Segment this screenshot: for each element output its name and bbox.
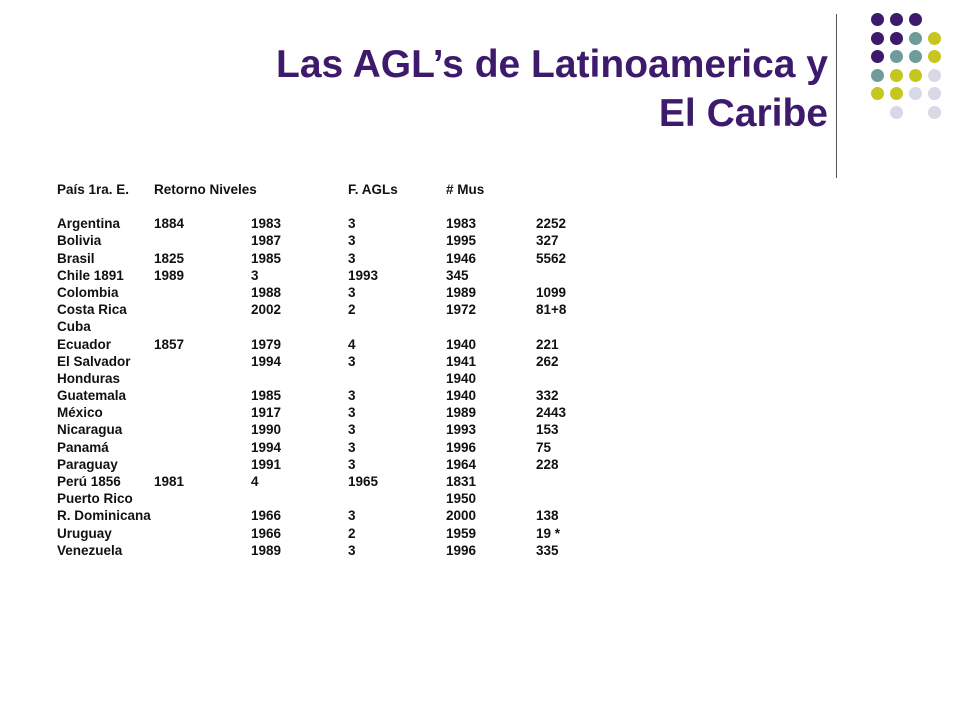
decorative-dot — [928, 106, 941, 119]
decorative-dot — [909, 87, 922, 100]
table-cell: 3 — [348, 542, 356, 558]
decorative-dot — [928, 13, 941, 26]
table-cell: 1884 — [154, 216, 185, 232]
table-cell: 4 — [348, 336, 356, 352]
table-cell: 1996 — [446, 439, 477, 455]
table-cell: 1985 — [251, 250, 282, 266]
table-cell: 81+8 — [536, 302, 567, 318]
table-cell: 3 — [348, 284, 356, 300]
decorative-dot — [928, 87, 941, 100]
table-cell: Panamá — [57, 439, 109, 455]
table-cell: 1994 — [251, 439, 282, 455]
table-cell: El Salvador — [57, 353, 131, 369]
decorative-dot — [852, 69, 865, 82]
table-cell: 1946 — [446, 250, 477, 266]
header-cell: Retorno Niveles — [154, 182, 257, 197]
table-cell: 1959 — [446, 525, 477, 541]
table-cell: 1991 — [251, 456, 282, 472]
table-cell: 335 — [536, 542, 559, 558]
table-cell: 1940 — [446, 388, 477, 404]
decorative-dot — [852, 50, 865, 63]
table-cell: 1983 — [251, 216, 282, 232]
decorative-dot — [890, 87, 903, 100]
divider-line — [836, 14, 837, 178]
table-cell: 1993 — [348, 267, 379, 283]
decorative-dot — [890, 32, 903, 45]
decorative-dot — [871, 32, 884, 45]
table-cell: 345 — [446, 267, 469, 283]
decorative-dot — [871, 106, 884, 119]
decorative-dot — [928, 32, 941, 45]
decorative-dot — [909, 50, 922, 63]
table-cell: Uruguay — [57, 525, 112, 541]
table-cell: 1972 — [446, 302, 477, 318]
table-cell: 3 — [348, 216, 356, 232]
decorative-dot — [909, 106, 922, 119]
table-cell: Costa Rica — [57, 302, 127, 318]
table-cell: Colombia — [57, 284, 119, 300]
table-cell: 3 — [348, 388, 356, 404]
table-cell: 1993 — [446, 422, 477, 438]
table-cell: 1966 — [251, 508, 282, 524]
table-cell: 75 — [536, 439, 552, 455]
table-cell: 3 — [348, 422, 356, 438]
table-cell: 5562 — [536, 250, 567, 266]
table-cell: 332 — [536, 388, 559, 404]
table-cell: 1994 — [251, 353, 282, 369]
decorative-dot — [890, 13, 903, 26]
decorative-dot — [871, 69, 884, 82]
table-cell: 262 — [536, 353, 559, 369]
table-cell: 2 — [348, 525, 356, 541]
table-cell: 1950 — [446, 491, 477, 507]
table-cell: 1941 — [446, 353, 477, 369]
table-cell: 1940 — [446, 370, 477, 386]
table-cell: 1989 — [251, 542, 282, 558]
table-cell: Brasil — [57, 250, 95, 266]
table-cell: 2443 — [536, 405, 567, 421]
table-cell: 1979 — [251, 336, 282, 352]
decorative-dot — [852, 87, 865, 100]
decorative-dot-grid — [852, 13, 946, 124]
table-cell: 1857 — [154, 336, 185, 352]
header-cell: # Mus — [446, 182, 485, 197]
table-cell: 2000 — [446, 508, 477, 524]
table-cell: 1989 — [154, 267, 185, 283]
decorative-dot — [871, 87, 884, 100]
decorative-dot — [928, 69, 941, 82]
table-cell: Cuba — [57, 319, 91, 335]
decorative-dot — [928, 50, 941, 63]
header-cell: F. AGLs — [348, 182, 398, 197]
table-cell: Perú 1856 — [57, 474, 121, 489]
table-cell: 327 — [536, 233, 559, 249]
table-cell: Nicaragua — [57, 422, 123, 438]
decorative-dot — [890, 106, 903, 119]
title-line-2: El Caribe — [658, 92, 828, 135]
table-cell: 1985 — [251, 388, 282, 404]
table-cell: 1966 — [251, 525, 282, 541]
table-cell: 153 — [536, 422, 559, 438]
table-cell: 138 — [536, 508, 559, 524]
table-cell: 1099 — [536, 284, 567, 300]
table-cell: 3 — [348, 233, 356, 249]
table-cell: 1965 — [348, 474, 379, 489]
table-cell: 3 — [348, 405, 356, 421]
table-cell: 3 — [348, 508, 356, 524]
table-cell: 1989 — [446, 405, 477, 421]
decorative-dot — [909, 32, 922, 45]
table-cell: R. Dominicana — [57, 508, 151, 524]
decorative-dot — [909, 69, 922, 82]
table-cell: 1825 — [154, 250, 185, 266]
table-cell: Argentina — [57, 216, 121, 232]
decorative-dot — [890, 69, 903, 82]
table-cell: 1989 — [446, 284, 477, 300]
table-cell: Ecuador — [57, 336, 112, 352]
table-cell: 1964 — [446, 456, 477, 472]
table-cell: 2 — [348, 302, 356, 318]
table-cell: 1988 — [251, 284, 282, 300]
table-cell: 3 — [348, 439, 356, 455]
table-cell: 3 — [348, 353, 356, 369]
table-cell: Chile 1891 — [57, 267, 124, 283]
table-cell: 19 * — [536, 525, 561, 541]
table-cell: Guatemala — [57, 388, 127, 404]
table-cell: Paraguay — [57, 456, 118, 472]
table-cell: 1987 — [251, 233, 282, 249]
table-cell: Bolivia — [57, 233, 102, 249]
table-cell: 1917 — [251, 405, 282, 421]
table-cell: 1990 — [251, 422, 282, 438]
decorative-dot — [852, 13, 865, 26]
decorative-dot — [871, 13, 884, 26]
table-cell: 1940 — [446, 336, 477, 352]
decorative-dot — [871, 50, 884, 63]
table-cell: 2002 — [251, 302, 282, 318]
table-cell: 221 — [536, 336, 559, 352]
table-cell: Honduras — [57, 370, 121, 386]
table-cell: 1983 — [446, 216, 477, 232]
decorative-dot — [852, 32, 865, 45]
table-cell: 1981 — [154, 474, 185, 489]
table-cell: 2252 — [536, 216, 567, 232]
table-cell: 4 — [251, 474, 259, 489]
table-cell: Venezuela — [57, 542, 123, 558]
table-cell: 1831 — [446, 474, 477, 489]
header-cell: País 1ra. E. — [57, 182, 130, 197]
slide-title — [276, 40, 828, 138]
table-cell: 228 — [536, 456, 559, 472]
decorative-dot — [890, 50, 903, 63]
table-cell: 1995 — [446, 233, 477, 249]
decorative-dot — [852, 106, 865, 119]
table-cell: 1996 — [446, 542, 477, 558]
table-cell: México — [57, 405, 103, 421]
table-cell: 3 — [251, 267, 259, 283]
table-cell: Puerto Rico — [57, 491, 133, 507]
title-line-1: Las AGL’s de Latinoamerica y — [276, 43, 828, 86]
decorative-dot — [909, 13, 922, 26]
table-cell: 3 — [348, 250, 356, 266]
table-cell: 3 — [348, 456, 356, 472]
